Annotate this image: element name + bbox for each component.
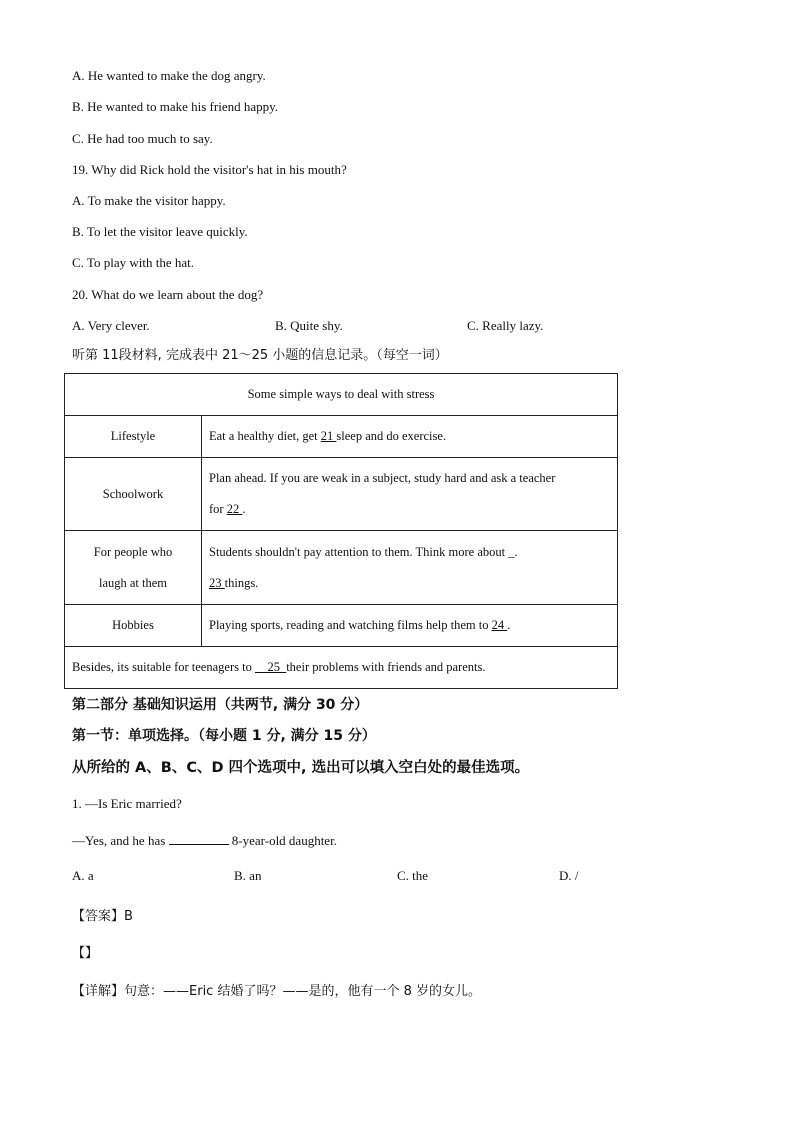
table-row	[65, 531, 618, 605]
q19-option-b: B. To let the visitor leave quickly.	[72, 224, 248, 239]
q18-option-c: C. He had too much to say.	[72, 131, 213, 146]
section1-instruction: 从所给的 A、B、C、D 四个选项中, 选出可以填入空白处的最佳选项。	[72, 760, 530, 776]
q18-option-b: B. He wanted to make his friend happy.	[72, 99, 279, 114]
part2-heading: 第二部分 基础知识运用（共两节, 满分 30 分）	[72, 697, 369, 713]
detail-text: 句意：——Eric 结婚了吗？——是的，他有一个 8 岁的女儿。	[124, 984, 482, 999]
answer-label: 【答案】	[72, 909, 125, 924]
table-footer-row	[65, 647, 618, 689]
q19-stem: 19. Why did Rick hold the visitor's hat in his mouth?	[72, 162, 347, 177]
table-row	[65, 458, 618, 531]
q1-blank	[169, 832, 229, 845]
answer-line	[72, 909, 133, 925]
table-title: Some simple ways to deal with stress	[65, 374, 618, 416]
blank-23: 23	[209, 575, 225, 590]
q19-option-a: A. To make the visitor happy.	[72, 193, 226, 208]
blank-22: 22	[226, 502, 243, 516]
row-label-schoolwork: Schoolwork	[65, 458, 202, 531]
q1-option-a: A. a	[72, 868, 94, 883]
q20-option-b: B. Quite shy.	[275, 318, 343, 333]
table-footer: Besides, its suitable for teenagers to 25 their problems with friends and parents.	[65, 647, 618, 689]
blank-21: 21	[320, 429, 337, 443]
table-title-row	[65, 374, 618, 416]
q1-line2: —Yes, and he has 8-year-old daughter.	[72, 833, 337, 848]
q1-option-b: B. an	[234, 868, 262, 883]
row-content-lifestyle: Eat a healthy diet, get 21 sleep and do exercise.	[202, 416, 618, 458]
listening-instruction: 听第 11段材料, 完成表中 21～25 小题的信息记录。（每空一词）	[72, 348, 448, 363]
row-content-hobbies: Playing sports, reading and watching films help them to 24 .	[202, 605, 618, 647]
table-row	[65, 605, 618, 647]
blank-24: 24	[491, 618, 508, 632]
row-label-people: For people who laugh at them	[65, 531, 202, 605]
blank-25: 25	[254, 660, 287, 674]
stress-info-table	[64, 373, 618, 689]
detail-label: 【详解】	[72, 984, 125, 999]
q1-line1: 1. —Is Eric married?	[72, 796, 182, 811]
q19-option-c: C. To play with the hat.	[72, 255, 194, 270]
q1-option-d: D. /	[559, 868, 579, 883]
detail-line	[72, 984, 481, 1000]
row-content-schoolwork: Plan ahead. If you are weak in a subject, study hard and ask a teacher for 22 .	[202, 458, 618, 531]
row-label-lifestyle: Lifestyle	[65, 416, 202, 458]
table-row	[65, 416, 618, 458]
q20-option-a: A. Very clever.	[72, 318, 150, 333]
q20-stem: 20. What do we learn about the dog?	[72, 287, 264, 302]
analysis-label: 【】	[72, 946, 99, 961]
section1-heading: 第一节：单项选择。（每小题 1 分, 满分 15 分）	[72, 728, 376, 744]
q20-option-c: C. Really lazy.	[467, 318, 544, 333]
q18-option-a: A. He wanted to make the dog angry.	[72, 68, 266, 83]
q1-option-c: C. the	[397, 868, 429, 883]
row-content-people: Students shouldn't pay attention to them. Think more about _. 23 things.	[202, 531, 618, 605]
answer-value: B	[124, 909, 133, 924]
row-label-hobbies: Hobbies	[65, 605, 202, 647]
